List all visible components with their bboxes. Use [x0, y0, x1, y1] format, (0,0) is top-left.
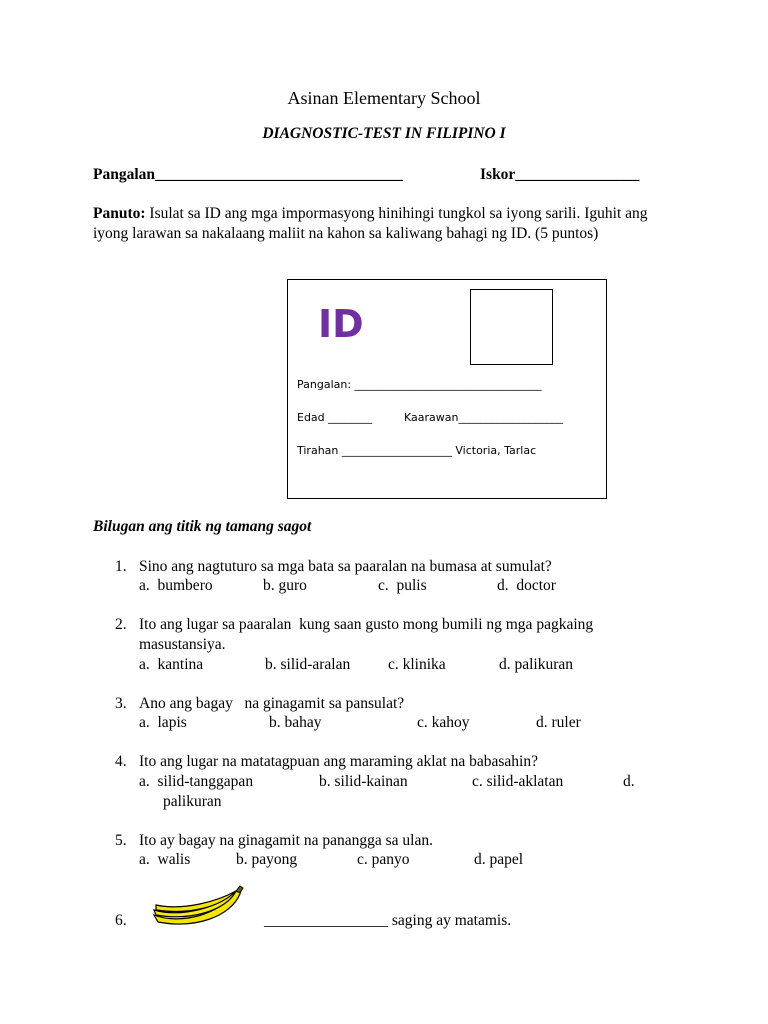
test-title: DIAGNOSTIC-TEST IN FILIPINO I — [262, 125, 506, 142]
option-c: c. panyo — [357, 851, 410, 868]
option-a: a. walis — [139, 851, 191, 868]
fill-in-sentence: ________________ saging ay matamis. — [264, 912, 512, 929]
question-number: 4. — [115, 753, 127, 770]
option-a: a. silid-tanggapan — [139, 773, 254, 790]
photo-box — [470, 289, 553, 365]
question-text: Ano ang bagay na ginagamit sa pansulat? — [139, 695, 405, 712]
question-number: 2. — [115, 616, 127, 633]
option-d: d. doctor — [497, 577, 556, 594]
option-b: b. silid-aralan — [265, 656, 351, 673]
option-b: b. guro — [263, 577, 307, 594]
option-a: a. kantina — [139, 656, 204, 673]
option-c: c. silid-aklatan — [472, 773, 564, 790]
option-d-continued: palikuran — [163, 793, 222, 810]
option-d: d. papel — [474, 851, 524, 868]
option-d: d. ruler — [536, 714, 581, 731]
option-b: b. bahay — [269, 714, 322, 731]
id-card-title: ID — [318, 302, 364, 346]
name-label: Pangalan________________________________ — [93, 166, 404, 183]
question-number: 5. — [115, 832, 127, 849]
option-b: b. payong — [236, 851, 298, 868]
question-number: 3. — [115, 695, 127, 712]
id-card — [287, 279, 607, 499]
directions: Bilugan ang titik ng tamang sagot — [93, 518, 312, 535]
fill-blank: ________________ — [264, 912, 388, 929]
option-c: c. kahoy — [417, 714, 470, 731]
score-label: Iskor________________ — [480, 166, 640, 183]
id-name-field: Pangalan: __________________________________ — [297, 378, 542, 391]
option-c: c. klinika — [388, 656, 446, 673]
school-name: Asinan Elementary School — [287, 88, 481, 108]
id-address-field: Tirahan ____________________ Victoria, Tarlac — [297, 444, 537, 457]
name-blank: ________________________________ — [155, 166, 404, 183]
question-text: Ito ang lugar na matatagpuan ang maraming aklat na babasahin? — [139, 753, 538, 770]
option-c: c. pulis — [378, 577, 427, 594]
id-birthday-field: Kaarawan___________________ — [404, 411, 563, 424]
id-age-field: Edad ________ — [297, 411, 373, 424]
question-text: Ito ay bagay na ginagamit na panangga sa ulan. — [139, 832, 433, 849]
option-a: a. bumbero — [139, 577, 213, 594]
instructions-text: Isulat sa ID ang mga impormasyong hinihingi tungkol sa iyong sarili. Iguhit ang iyong larawan sa nakalaang maliit na kahon sa kaliwang bahagi ng ID. (5 puntos) — [93, 205, 648, 242]
instructions-label: Panuto: — [93, 205, 146, 222]
banana-icon — [150, 885, 246, 931]
question-text: Sino ang nagtuturo sa mga bata sa paaralan na bumasa at sumulat? — [139, 558, 552, 575]
question-number: 6. — [115, 912, 127, 929]
score-blank: ________________ — [515, 166, 640, 183]
option-a: a. lapis — [139, 714, 187, 731]
option-b: b. silid-kainan — [319, 773, 408, 790]
option-d: d. — [623, 773, 635, 790]
instructions — [93, 204, 683, 244]
question-number: 1. — [115, 558, 127, 575]
question-text: Ito ang lugar sa paaralan kung saan gusto mong bumili ng mga pagkaing — [139, 616, 594, 633]
option-d: d. palikuran — [499, 656, 574, 673]
question-text-continued: masustansiya. — [139, 636, 226, 653]
